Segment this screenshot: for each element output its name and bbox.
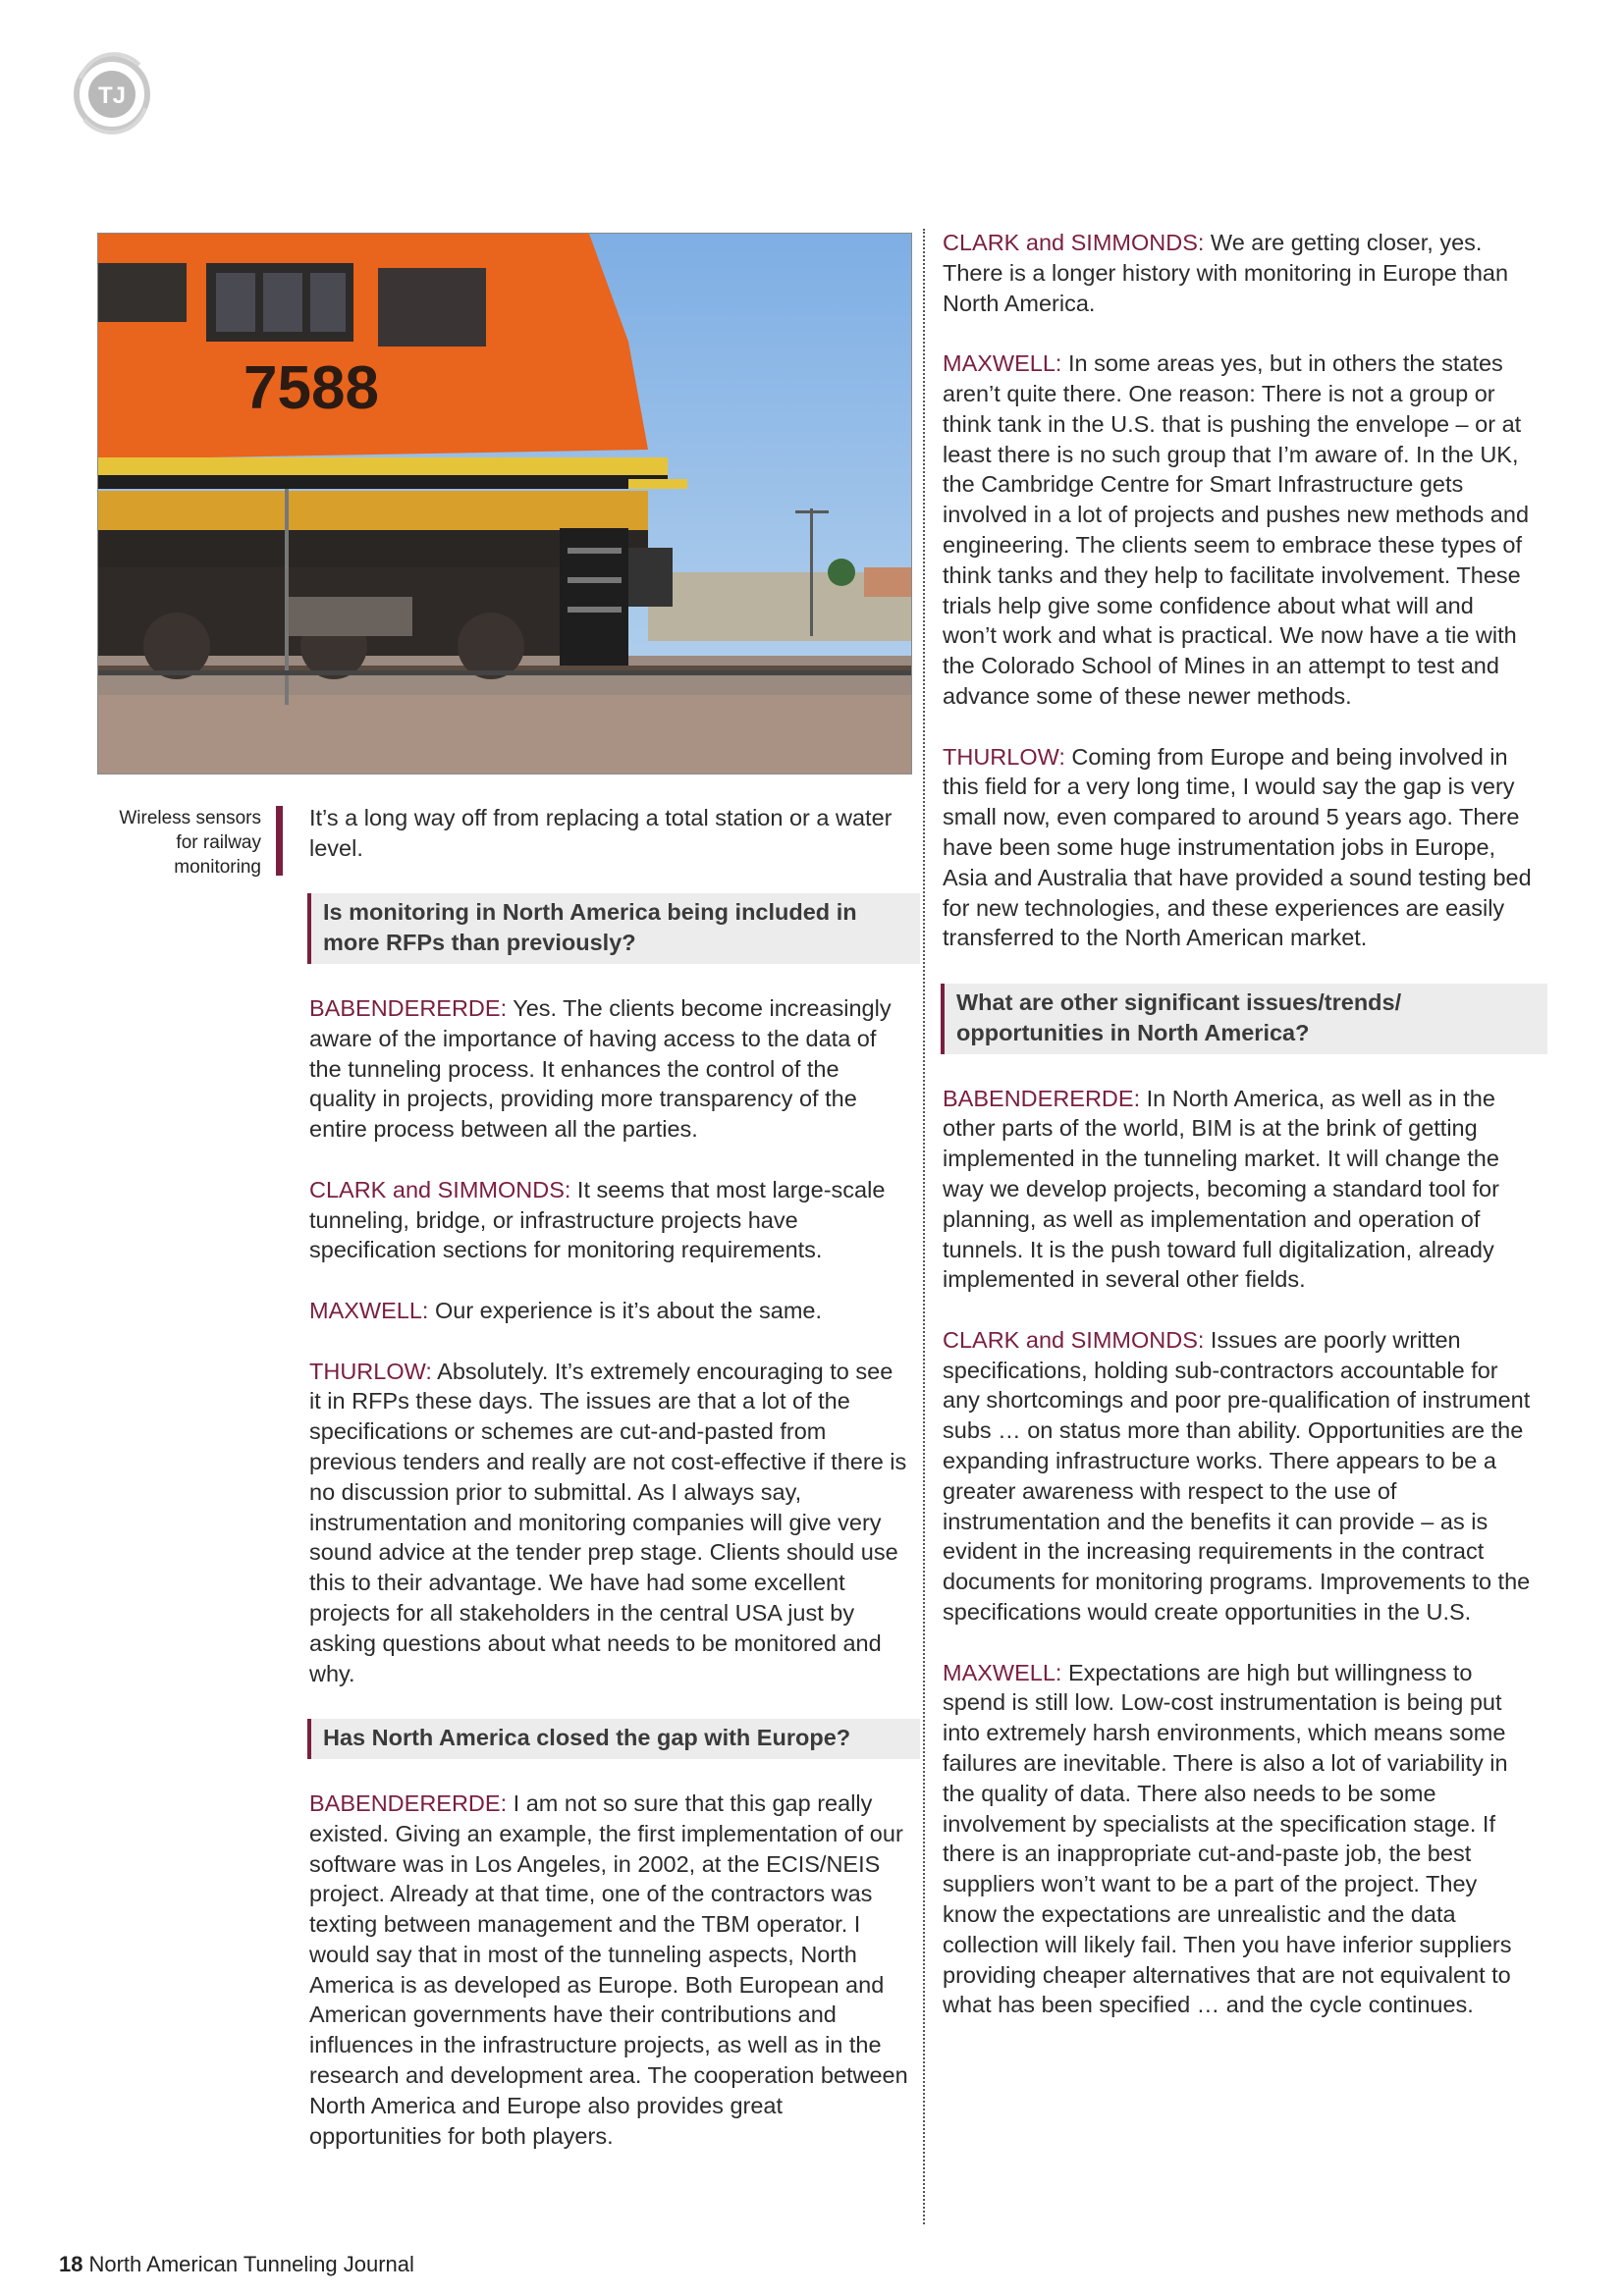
interview-answer (309, 993, 908, 1145)
interview-answer (309, 1296, 908, 1326)
answer-text: In North America, as well as in the other parts of the world, BIM is at the brink of getting implemented in the tunneling market. It will change the way we develop projects, becoming a standard tool for planning, as well as implementation and operation of tunnels. It is the push toward full digitalization, already implemented in several other fields. (943, 1085, 1499, 1293)
speaker-name: CLARK and SIMMONDS: (943, 1326, 1205, 1353)
speaker-name: THURLOW: (309, 1358, 432, 1384)
speaker-name: BABENDERERDE: (943, 1085, 1141, 1111)
interview-question: Is monitoring in North America being included in more RFPs than previously? (307, 893, 920, 964)
answer-text: Our experience is it’s about the same. (428, 1297, 823, 1323)
logo-text: TJ (97, 82, 127, 109)
article-column-right (943, 228, 1532, 2051)
locomotive-photo (97, 233, 912, 774)
speaker-name: MAXWELL: (943, 350, 1062, 377)
speaker-name: CLARK and SIMMONDS: (309, 1176, 571, 1202)
answer-text: I am not so sure that this gap really existed. Giving an example, the first implementation of our software was in Los Angeles, in 2002, at the ECIS/NEIS project. Already at that time, one of the contractors was texting between management and the TBM operator. I would say that in most of the tunneling aspects, North America is as developed as Europe. Both European and American governments have their contributions and influences in the infrastructure projects, as well as in the research and development area. The cooperation between North America and Europe also provides great opportunities for both players. (309, 1789, 908, 2149)
interview-answer (943, 348, 1532, 712)
page-footer (59, 2252, 414, 2277)
answer-text: Coming from Europe and being involved in this field for a very long time, I would say the gap is very small now, even compared to around 5 years ago. There have been some huge instrumentation jobs in Europe, Asia and Australia that have provided a sound testing bed for new technologies, and these experiences are easily transferred to the North American market. (943, 743, 1532, 951)
interview-answer (309, 803, 908, 864)
speaker-name: BABENDERERDE: (309, 1789, 508, 1816)
speaker-name: THURLOW: (943, 743, 1065, 770)
answer-text: Yes. The clients become increasingly aware of the importance of having access to the data of the tunneling process. It enhances the control of the quality in projects, providing more transparency of the entire process between all the parties. (309, 994, 892, 1143)
speaker-name: CLARK and SIMMONDS: (943, 230, 1205, 255)
interview-answer (309, 1357, 908, 1689)
tj-logo-icon (71, 49, 153, 139)
interview-answer (943, 742, 1532, 954)
answer-text: In some areas yes, but in others the states aren’t quite there. One reason: There is not a group or think tank in the U.S. that is pushing the envelope – or at least there is no such group that I’m aware of. In the UK, the Cambridge Centre for Smart Infrastructure gets involved in a lot of projects and pushes new methods and engineering. The clients seem to embrace these types of think tanks and they help to facilitate involvement. These trials help give some confidence about what will and won’t work and what is practical. We now have a tie with the Colorado School of Mines in an attempt to test and advance some of these newer methods. (943, 350, 1530, 709)
article-column-left (309, 803, 908, 2181)
caption-accent-bar (276, 806, 283, 876)
interview-answer (309, 1175, 908, 1265)
speaker-name: MAXWELL: (943, 1659, 1062, 1685)
interview-answer (309, 1789, 908, 2152)
answer-text: We are getting closer, yes. There is a longer history with monitoring in Europe than North America. (943, 230, 1509, 316)
answer-text: It’s a long way off from replacing a total station or a water level. (309, 805, 893, 861)
publication-name: North American Tunneling Journal (88, 2252, 414, 2276)
interview-answer (943, 1325, 1532, 1628)
locomotive-number: 7588 (244, 354, 379, 422)
interview-question: Has North America closed the gap with Europe? (307, 1719, 920, 1759)
speaker-name: BABENDERERDE: (309, 994, 508, 1021)
column-divider (923, 229, 925, 2224)
answer-text: It seems that most large-scale tunneling, bridge, or infrastructure projects have specification sections for monitoring requirements. (309, 1176, 886, 1263)
answer-text: Absolutely. It’s extremely encouraging to see it in RFPs these days. The issues are that a lot of the specifications or schemes are cut-and-pasted from previous tenders and really are not cost-effective if there is no discussion prior to submittal. As I always say, instrumentation and monitoring companies will give very sound advice at the tender prep stage. Clients should use this to their advantage. We have had some excellent projects for all stakeholders in the central USA just by asking questions about what needs to be monitored and why. (309, 1358, 907, 1686)
interview-answer (943, 228, 1532, 318)
speaker-name: MAXWELL: (309, 1297, 429, 1323)
interview-question: What are other significant issues/trends/ opportunities in North America? (941, 984, 1547, 1054)
page-number: 18 (59, 2252, 83, 2276)
answer-text: Issues are poorly written specifications, holding sub-contractors accountable for any shortcomings and poor pre-qualification of instrument subs … on status more than ability. Opportunities are the expanding infrastructure works. There appears to be a greater awareness with respect to the use of instrumentation and the benefits it can provide – as is evident in the increasing requirements in the contract documents for monitoring programs. Improvements to the specifications would create opportunities in the U.S. (943, 1326, 1531, 1626)
photo-caption: Wireless sensors for railway monitoring (119, 808, 261, 878)
interview-answer (943, 1658, 1532, 2021)
interview-answer (943, 1084, 1532, 1296)
answer-text: Expectations are high but willingness to spend is still low. Low-cost instrumentation is being put into extremely harsh environments, which means some failures are inevitable. There is also a lot of variability in the quality of data. There also needs to be some involvement by specialists at the specification stage. If there is an inappropriate cut-and-paste job, the best suppliers won’t want to be a part of the project. They know the expectations are unrealistic and the data collection will likely fail. Then you have inferior suppliers providing cheaper alternatives that are not equivalent to what has been specified … and the cycle continues. (943, 1659, 1512, 2018)
